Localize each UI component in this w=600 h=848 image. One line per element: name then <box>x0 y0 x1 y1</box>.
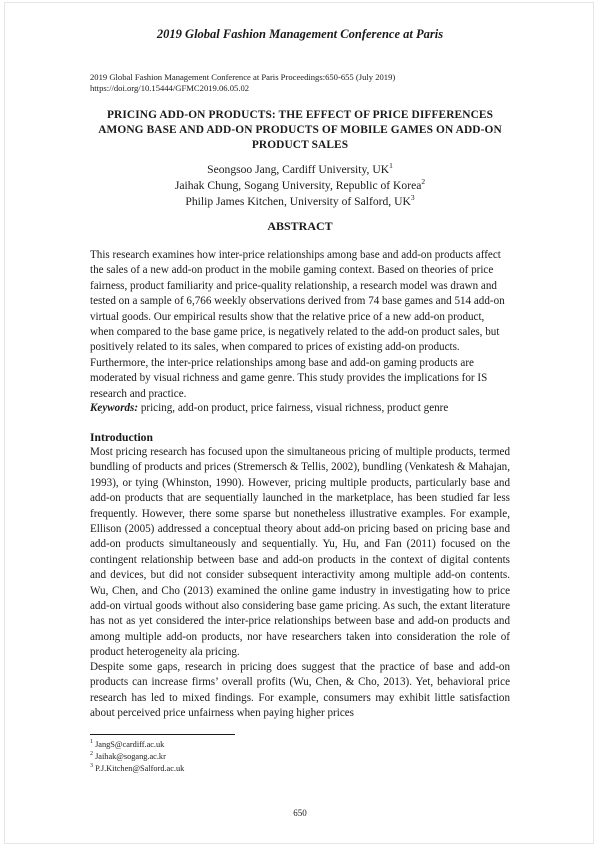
footnote-mark: 3 <box>90 763 93 769</box>
footnote-email[interactable]: P.J.Kitchen@Salford.ac.uk <box>93 764 185 773</box>
footnote-mark: 1 <box>90 739 93 745</box>
proceedings-citation: 2019 Global Fashion Management Conference at Paris Proceedings:650-655 (July 2019) <box>90 72 396 82</box>
footnotes <box>90 739 390 775</box>
introduction-paragraph-2: Despite some gaps, research in pricing does suggest that the practice of base and add-on products can increase firms’ overall profits (Wu, Chen, & Cho, 2013). Yet, behavioral price research has led to mixed findings. For example, consumers may exhibit little satisfaction about perceived price unfairness when paying higher prices <box>90 661 510 720</box>
footnote-item <box>90 739 390 751</box>
running-head: 2019 Global Fashion Management Conference at Paris <box>156 27 444 41</box>
footnote-email[interactable]: Jaihak@sogang.ac.kr <box>93 752 166 761</box>
doi-link[interactable]: https://doi.org/10.15444/GFMC2019.06.05.02 <box>90 83 250 93</box>
introduction-heading: Introduction <box>90 431 153 444</box>
footnote-rule <box>90 734 235 735</box>
footnote-item <box>90 751 390 763</box>
footnote-mark: 2 <box>90 751 93 757</box>
page-number: 650 <box>293 808 307 818</box>
author-footnote-mark: 3 <box>410 193 415 202</box>
keywords-label: Keywords: <box>90 402 139 414</box>
keywords-list: pricing, add-on product, price fairness, visual richness, product genre <box>138 402 449 414</box>
author-name: Seongsoo Jang, Cardiff University, UK <box>207 163 390 176</box>
introduction-paragraph-1: Most pricing research has focused upon the simultaneous pricing of multiple products, termed bundling of products and prices (Stremersch & Tellis, 2002), bundling (Venkatesh & Mahajan, 1993), or tying (Whinston, 1990). However, pricing multiple products, particularly base and add-on products that are sequentially launched in the marketplace, has been studied far less frequently. However, there some sparse but nonetheless illustrative examples. For example, Ellison (2005) addressed a conceptual theory about add-on pricing based on pricing base and add-on products simultaneously and sequentially. Yu, Hu, and Fan (2011) focused on the contingent relationship between base and add-on products in the context of digital contents and devices, but did not consider subsequent interactivity among multiple add-on contents. Wu, Chen, and Cho (2013) examined the online game industry in investigating how to price add-on virtual goods without also considering base game pricing. As such, the extant literature has not as yet considered the inter-price relationships between base and add-on products and among multiple add-on products, nor have researchers taken into consideration the role of product heterogeneity ala pricing. <box>90 446 510 659</box>
abstract-text: This research examines how inter-price relationships among base and add-on products affect the sales of a new add-on product in the mobile gaming context. Based on theories of price fairness, product familiarity and price-quality relationship, a research model was drawn and tested on a sample of 6,766 weekly observations derived from 74 base games and 514 add-on virtual goods. Our empirical results show that the relative price of a new add-on product, when compared to the base game price, is negatively related to the add-on product sales, but positively related to its sales, when compared to prices of existing add-on products. Furthermore, the inter-price relationships among base and add-on gaming products are moderated by visual richness and game genre. This study provides the implications for IS research and practice. <box>90 249 505 400</box>
author-name: Philip James Kitchen, University of Salford, UK <box>185 195 411 208</box>
author-line <box>90 194 510 210</box>
footnote-item <box>90 763 390 775</box>
keywords-line <box>90 401 510 416</box>
author-list <box>90 162 510 210</box>
author-footnote-mark: 1 <box>389 161 393 170</box>
footnote-email[interactable]: JangS@cardiff.ac.uk <box>93 740 165 749</box>
author-line <box>90 178 510 194</box>
author-name: Jaihak Chung, Sogang University, Republic of Korea <box>174 179 422 192</box>
author-footnote-mark: 2 <box>421 177 426 186</box>
paper-title: PRICING ADD-ON PRODUCTS: THE EFFECT OF PRICE DIFFERENCES AMONG BASE AND ADD-ON PRODUCTS OF MOBILE GAMES ON ADD-ON PRODUCT SALES <box>98 109 502 151</box>
abstract-heading: ABSTRACT <box>267 219 333 233</box>
author-line <box>90 162 510 178</box>
